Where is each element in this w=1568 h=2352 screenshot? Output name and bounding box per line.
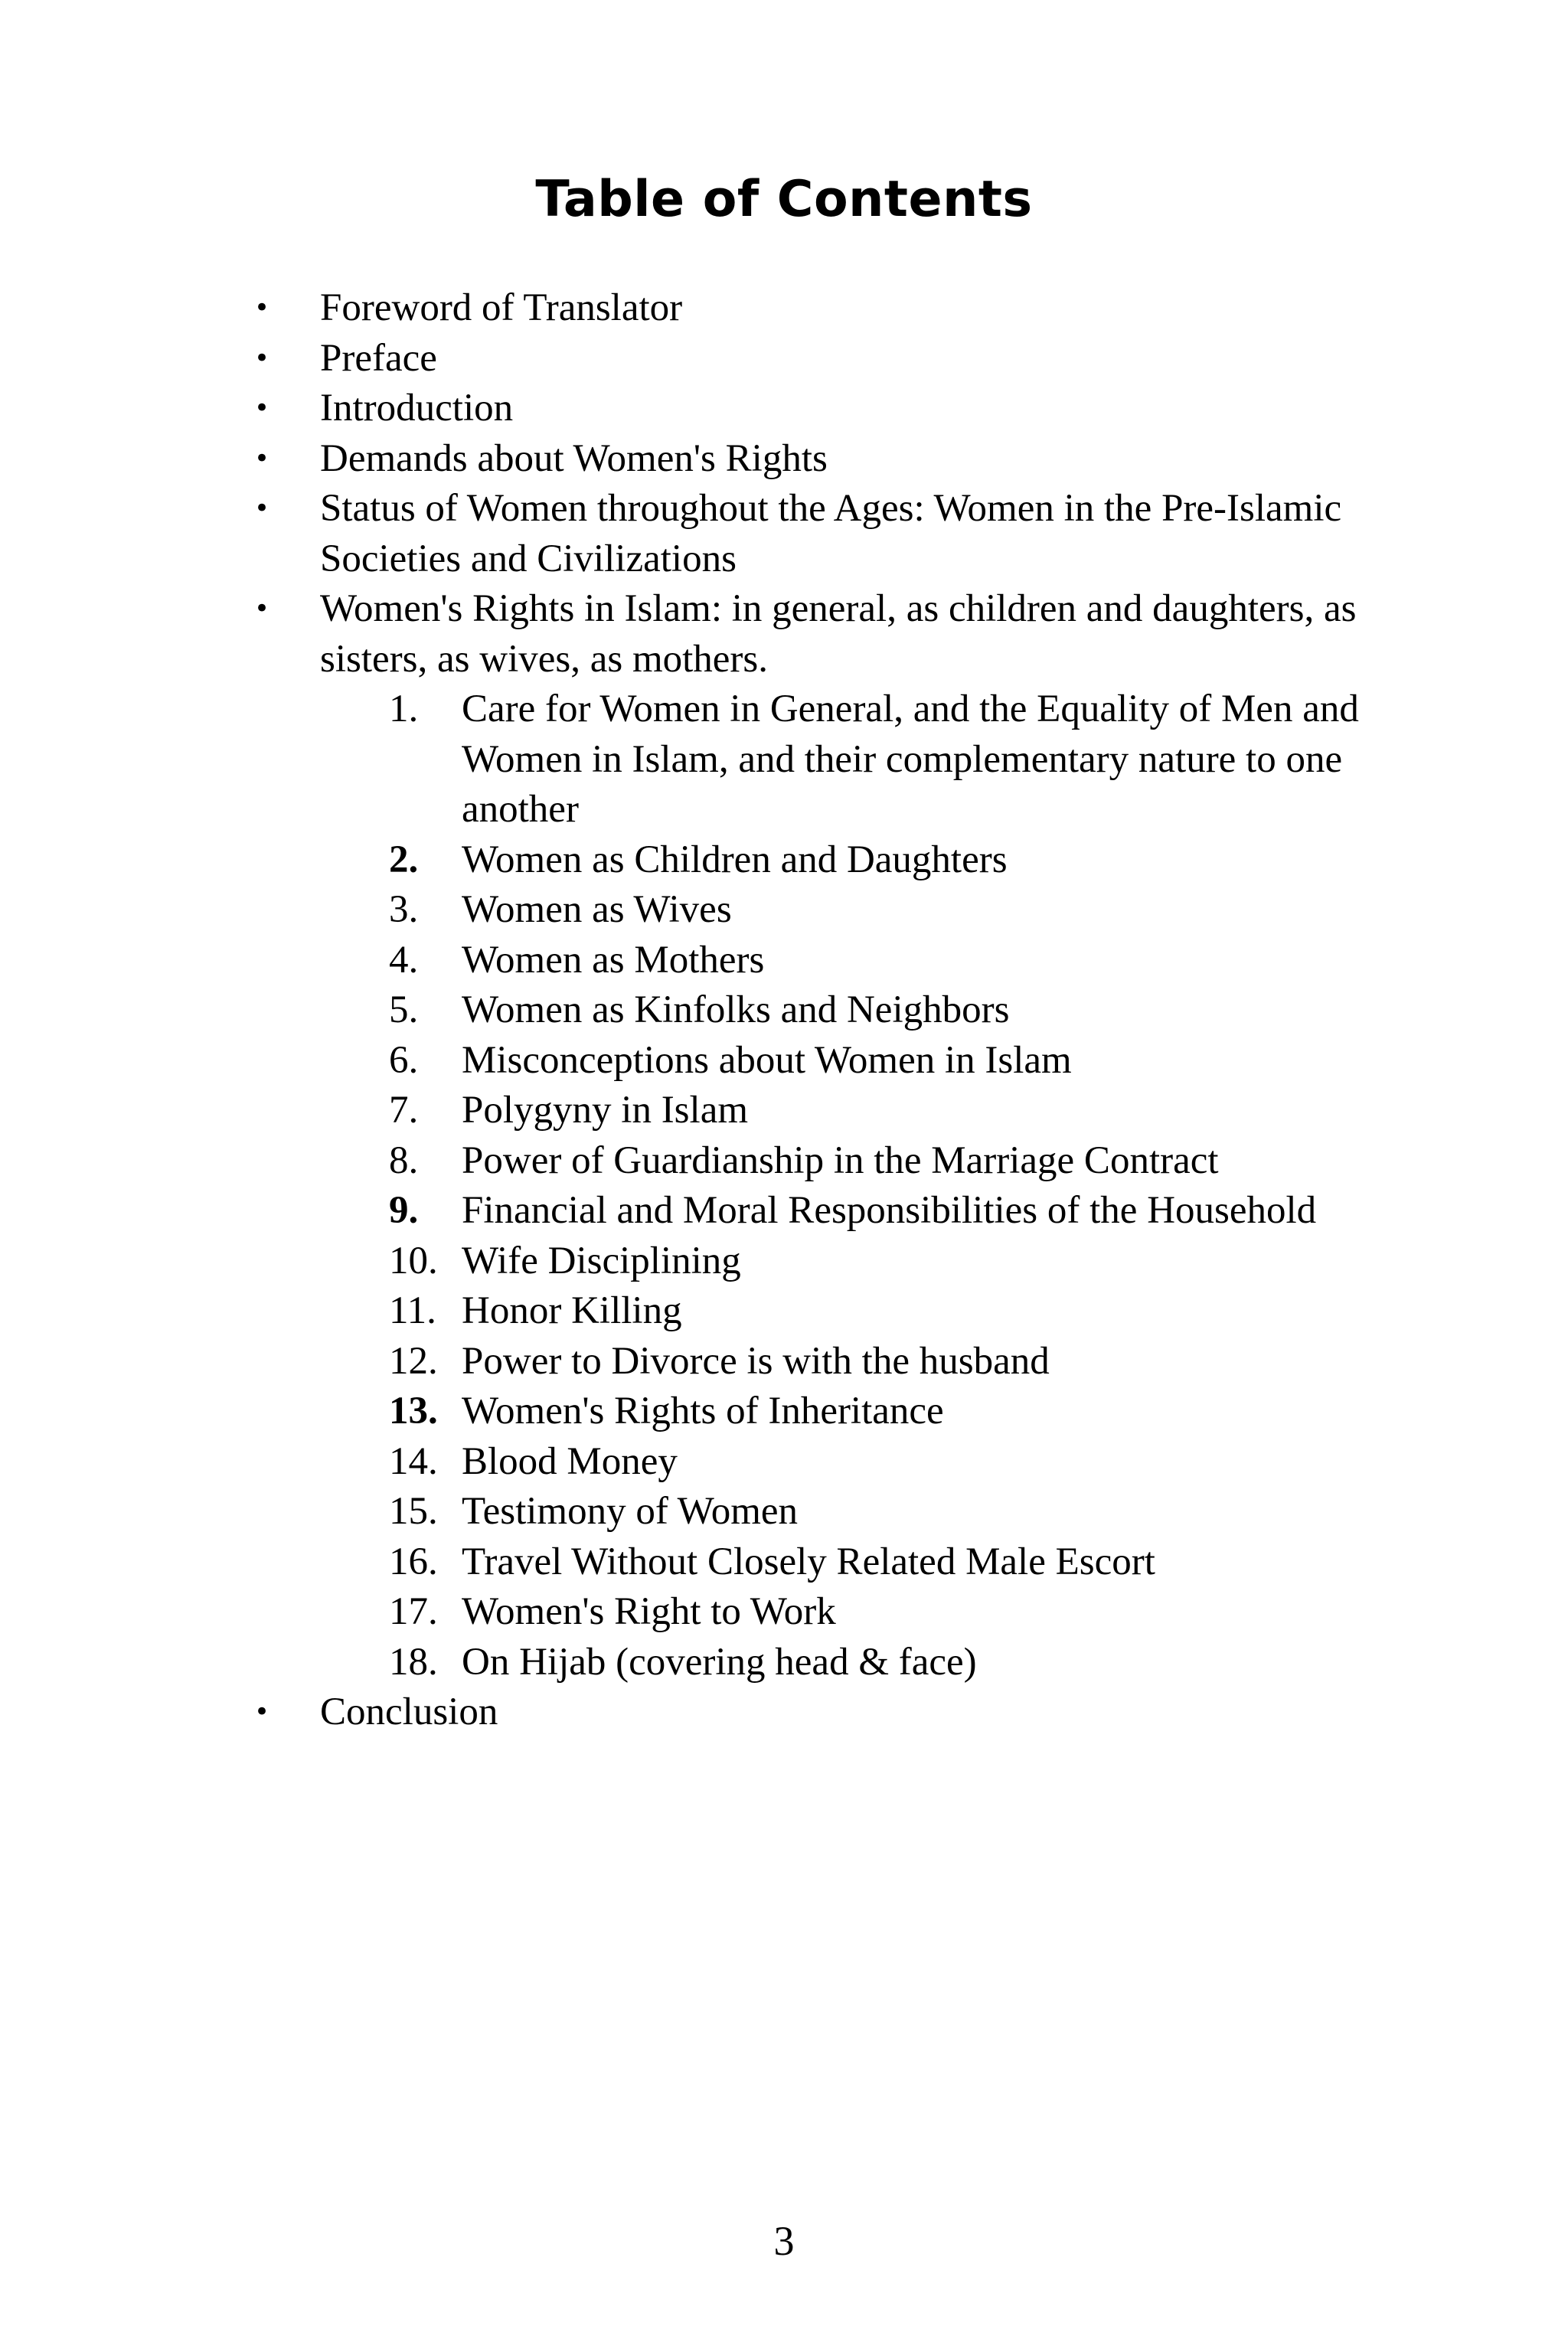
item-number: 16.: [389, 1540, 438, 1583]
toc-numbered-item: [0, 1587, 1411, 1638]
numbered-subsections: [0, 684, 1568, 1687]
item-number: 8.: [389, 1138, 419, 1182]
toc-numbered-item: [0, 1186, 1411, 1236]
toc-item-label: Power to Divorce is with the husband: [462, 1339, 1050, 1383]
toc-numbered-item: [0, 1036, 1411, 1086]
toc-item-label: Preface: [320, 336, 437, 380]
item-number: 10.: [389, 1239, 438, 1282]
item-number: 14.: [389, 1439, 438, 1483]
bullet-icon: •: [253, 1697, 270, 1727]
toc-item-label: Foreword of Translator: [320, 286, 683, 329]
toc-item-label: Misconceptions about Women in Islam: [462, 1038, 1072, 1082]
toc-item-womens-rights-in-islam: [0, 584, 1377, 684]
toc-numbered-item: [0, 936, 1411, 986]
item-number: 18.: [389, 1640, 438, 1684]
toc-item-label: Honor Killing: [462, 1289, 682, 1332]
bullet-icon: •: [253, 593, 270, 624]
page-title: Table of Contents: [535, 171, 1033, 228]
toc-numbered-item: [0, 1487, 1411, 1537]
toc-numbered-item: [0, 1236, 1411, 1287]
bullet-icon: •: [253, 393, 270, 423]
toc-item-label: Blood Money: [462, 1439, 678, 1483]
toc-item-preface: [0, 334, 1377, 384]
toc-item-demands: [0, 434, 1377, 485]
item-number: 7.: [389, 1089, 419, 1132]
toc-item-label: Women as Wives: [462, 888, 732, 931]
item-number: 13.: [389, 1390, 438, 1432]
item-number: 15.: [389, 1490, 438, 1533]
toc-item-label: Wife Disciplining: [462, 1239, 741, 1282]
toc-item-label: On Hijab (covering head & face): [462, 1640, 977, 1684]
toc-item-label: Status of Women throughout the Ages: Women in the Pre-Islamic Societies and Civilizations: [320, 487, 1342, 580]
toc-item-label: Women as Children and Daughters: [462, 838, 1008, 881]
toc-numbered-item: [0, 985, 1411, 1036]
toc-item-label: Women as Mothers: [462, 938, 765, 982]
item-number: 17.: [389, 1590, 438, 1633]
toc-item-label: Travel Without Closely Related Male Escort: [462, 1540, 1155, 1583]
toc-numbered-item: [0, 1387, 1411, 1437]
toc-numbered-item: [0, 835, 1411, 886]
bullet-icon: •: [253, 443, 270, 474]
toc-item-label: Introduction: [320, 387, 514, 430]
item-number: 5.: [389, 988, 419, 1031]
toc-item-label: Women's Right to Work: [462, 1590, 836, 1633]
toc-numbered-item: [0, 1337, 1411, 1387]
toc-item-status-of-women: [0, 484, 1377, 584]
toc-item-label: Demands about Women's Rights: [320, 436, 828, 480]
bullet-icon: •: [253, 342, 270, 374]
toc-item-label: Women's Rights of Inheritance: [462, 1390, 944, 1432]
toc-numbered-item: [0, 1136, 1411, 1187]
toc-numbered-item: [0, 1638, 1411, 1688]
toc-item-label: Conclusion: [320, 1690, 498, 1733]
item-number: 4.: [389, 938, 419, 982]
toc-item-label: Polygyny in Islam: [462, 1089, 749, 1132]
toc-item-label: Women's Rights in Islam: in general, as children and daughters, as sisters, as wives, as mothers.: [320, 587, 1357, 681]
toc-item-label: Testimony of Women: [462, 1490, 799, 1533]
toc-numbered-item: [0, 885, 1411, 936]
toc-item-label: Care for Women in General, and the Equality of Men and Women in Islam, and their complementary nature to one another: [462, 688, 1359, 831]
bullet-icon: •: [253, 493, 270, 524]
item-number: 12.: [389, 1339, 438, 1383]
toc-numbered-item: [0, 1286, 1411, 1337]
toc-item-label: Power of Guardianship in the Marriage Contract: [462, 1138, 1219, 1182]
item-number: 2.: [389, 838, 419, 881]
toc-item-label: Women as Kinfolks and Neighbors: [462, 988, 1010, 1031]
item-number: 6.: [389, 1038, 419, 1082]
toc-item-introduction: [0, 384, 1377, 434]
item-number: 11.: [389, 1289, 436, 1332]
toc-item-foreword: [0, 283, 1377, 334]
toc-numbered-item: [0, 1086, 1411, 1136]
toc-item-conclusion: [0, 1687, 1377, 1738]
table-of-contents: [0, 283, 1568, 1738]
bullet-icon: •: [253, 292, 270, 323]
item-number: 9.: [389, 1189, 419, 1232]
page-number: 3: [773, 2218, 795, 2264]
item-number: 1.: [389, 688, 419, 730]
item-number: 3.: [389, 888, 419, 931]
toc-numbered-item: [0, 1437, 1411, 1488]
toc-numbered-item: [0, 1537, 1411, 1588]
toc-numbered-item: [0, 684, 1411, 835]
toc-item-label: Financial and Moral Responsibilities of the Household: [462, 1189, 1317, 1232]
